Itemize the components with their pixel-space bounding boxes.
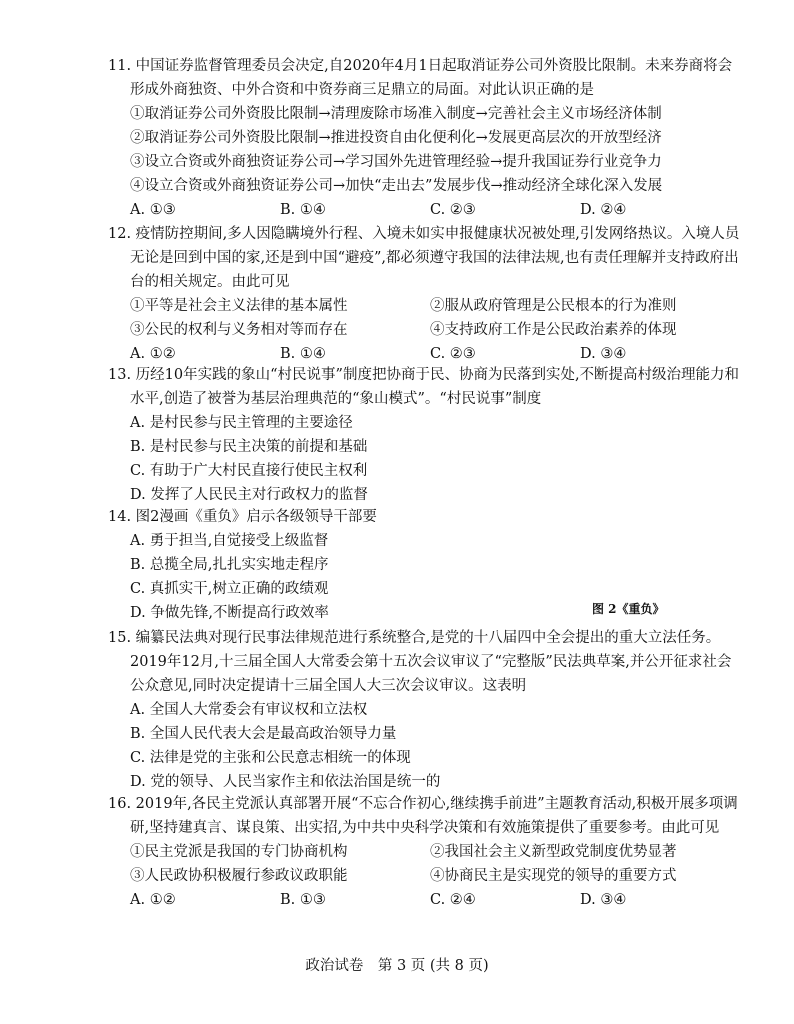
statement-grid <box>108 294 744 342</box>
cartoon-figure <box>524 504 724 598</box>
statement: ①民主党派是我国的专门协商机构 <box>130 844 348 860</box>
option-d: D. ③④ <box>580 892 627 908</box>
option-b: B. 总揽全局,扎扎实实地走程序 <box>130 557 329 573</box>
question-stem: 16. 2019年,各民主党派认真部署开展“不忘合作初心,继续携手前进”主题教育活动,积极开展多项调研,坚持建真言、谋良策、出实招,为中共中央科学决策和有效施策提供了重要参考。由此可见 <box>108 796 738 836</box>
statement: ②我国社会主义新型政党制度优势显著 <box>430 844 677 860</box>
question-stem: 15. 编纂民法典对现行民事法律规范进行系统整合,是党的十八届四中全会提出的重大立法任务。2019年12月,十三届全国人大常委会第十五次会议审议了“完整版”民法典草案,并公开征求社会公众意见,同时决定提请十三届全国人大三次会议审议。这表明 <box>108 630 732 694</box>
option-a: A. 是村民参与民主管理的主要途径 <box>130 415 353 431</box>
option-row <box>108 198 744 222</box>
statement: ③公民的权利与义务相对等而存在 <box>130 322 348 338</box>
option-b: B. 是村民参与民主决策的前提和基础 <box>130 439 368 455</box>
question-16 <box>108 792 744 912</box>
question-13 <box>108 363 744 507</box>
question-stem: 13. 历经10年实践的象山“村民说事”制度把协商于民、协商为民落到实处,不断提高村级治理能力和水平,创造了被誉为基层治理典范的“象山模式”。“村民说事”制度 <box>108 367 740 407</box>
question-11 <box>108 54 744 222</box>
figure-caption: 图 2《重负》 <box>592 602 665 616</box>
statement: ②服从政府管理是公民根本的行为准则 <box>430 298 677 314</box>
page-footer: 政治试卷 第 3 页 (共 8 页) <box>305 958 489 974</box>
option-b: B. ①④ <box>280 346 326 362</box>
option-row <box>108 888 744 912</box>
option-c: C. ②③ <box>430 202 476 218</box>
question-15 <box>108 626 744 794</box>
statement: ④支持政府工作是公民政治素养的体现 <box>430 322 677 338</box>
option-c: C. 有助于广大村民直接行使民主权利 <box>130 463 368 479</box>
option-d: D. ②④ <box>580 202 627 218</box>
question-stem: 14. 图2漫画《重负》启示各级领导干部要 <box>108 509 377 525</box>
statement: ①取消证券公司外资股比限制→清理废除市场准入制度→完善社会主义市场经济体制 <box>130 106 662 122</box>
option-a: A. ①② <box>130 346 176 362</box>
option-d: D. 争做先锋,不断提高行政效率 <box>130 605 329 621</box>
option-d: D. 发挥了人民民主对行政权力的监督 <box>130 487 368 503</box>
option-b: B. 全国人民代表大会是最高政治领导力量 <box>130 726 397 742</box>
option-a: A. 全国人大常委会有审议权和立法权 <box>130 702 368 718</box>
question-12 <box>108 222 744 366</box>
option-a: A. 勇于担当,自觉接受上级监督 <box>130 533 329 549</box>
option-c: C. 真抓实干,树立正确的政绩观 <box>130 581 329 597</box>
option-b: B. ①③ <box>280 892 326 908</box>
statement-grid <box>108 840 744 888</box>
question-stem: 11. 中国证券监督管理委员会决定,自2020年4月1日起取消证券公司外资股比限制。未来券商将会形成外商独资、中外合资和中资券商三足鼎立的局面。对此认识正确的是 <box>108 58 733 98</box>
option-a: A. ①② <box>130 892 176 908</box>
statement: ③设立合资或外商独资证券公司→学习国外先进管理经验→提升我国证券行业竞争力 <box>130 154 662 170</box>
option-d: D. ③④ <box>580 346 627 362</box>
option-d: D. 党的领导、人民当家作主和依法治国是统一的 <box>130 774 441 790</box>
option-c: C. ②③ <box>430 346 476 362</box>
option-c: C. 法律是党的主张和公民意志相统一的体现 <box>130 750 411 766</box>
statement: ②取消证券公司外资股比限制→推进投资自由化便利化→发展更高层次的开放型经济 <box>130 130 662 146</box>
question-stem: 12. 疫情防控期间,多人因隐瞒境外行程、入境未如实申报健康状况被处理,引发网络热议。入境人员无论是回到中国的家,还是到中国“避疫”,都必须遵守我国的法律法规,也有责任理解并支持政府出台的相关规定。由此可见 <box>108 226 740 290</box>
option-b: B. ①④ <box>280 202 326 218</box>
option-a: A. ①③ <box>130 202 176 218</box>
statement: ③人民政协积极履行参政议政职能 <box>130 868 348 884</box>
statement: ④协商民主是实现党的领导的重要方式 <box>430 868 677 884</box>
option-c: C. ②④ <box>430 892 476 908</box>
statement: ①平等是社会主义法律的基本属性 <box>130 298 348 314</box>
statement: ④设立合资或外商独资证券公司→加快“走出去”发展步伐→推动经济全球化深入发展 <box>130 178 663 194</box>
